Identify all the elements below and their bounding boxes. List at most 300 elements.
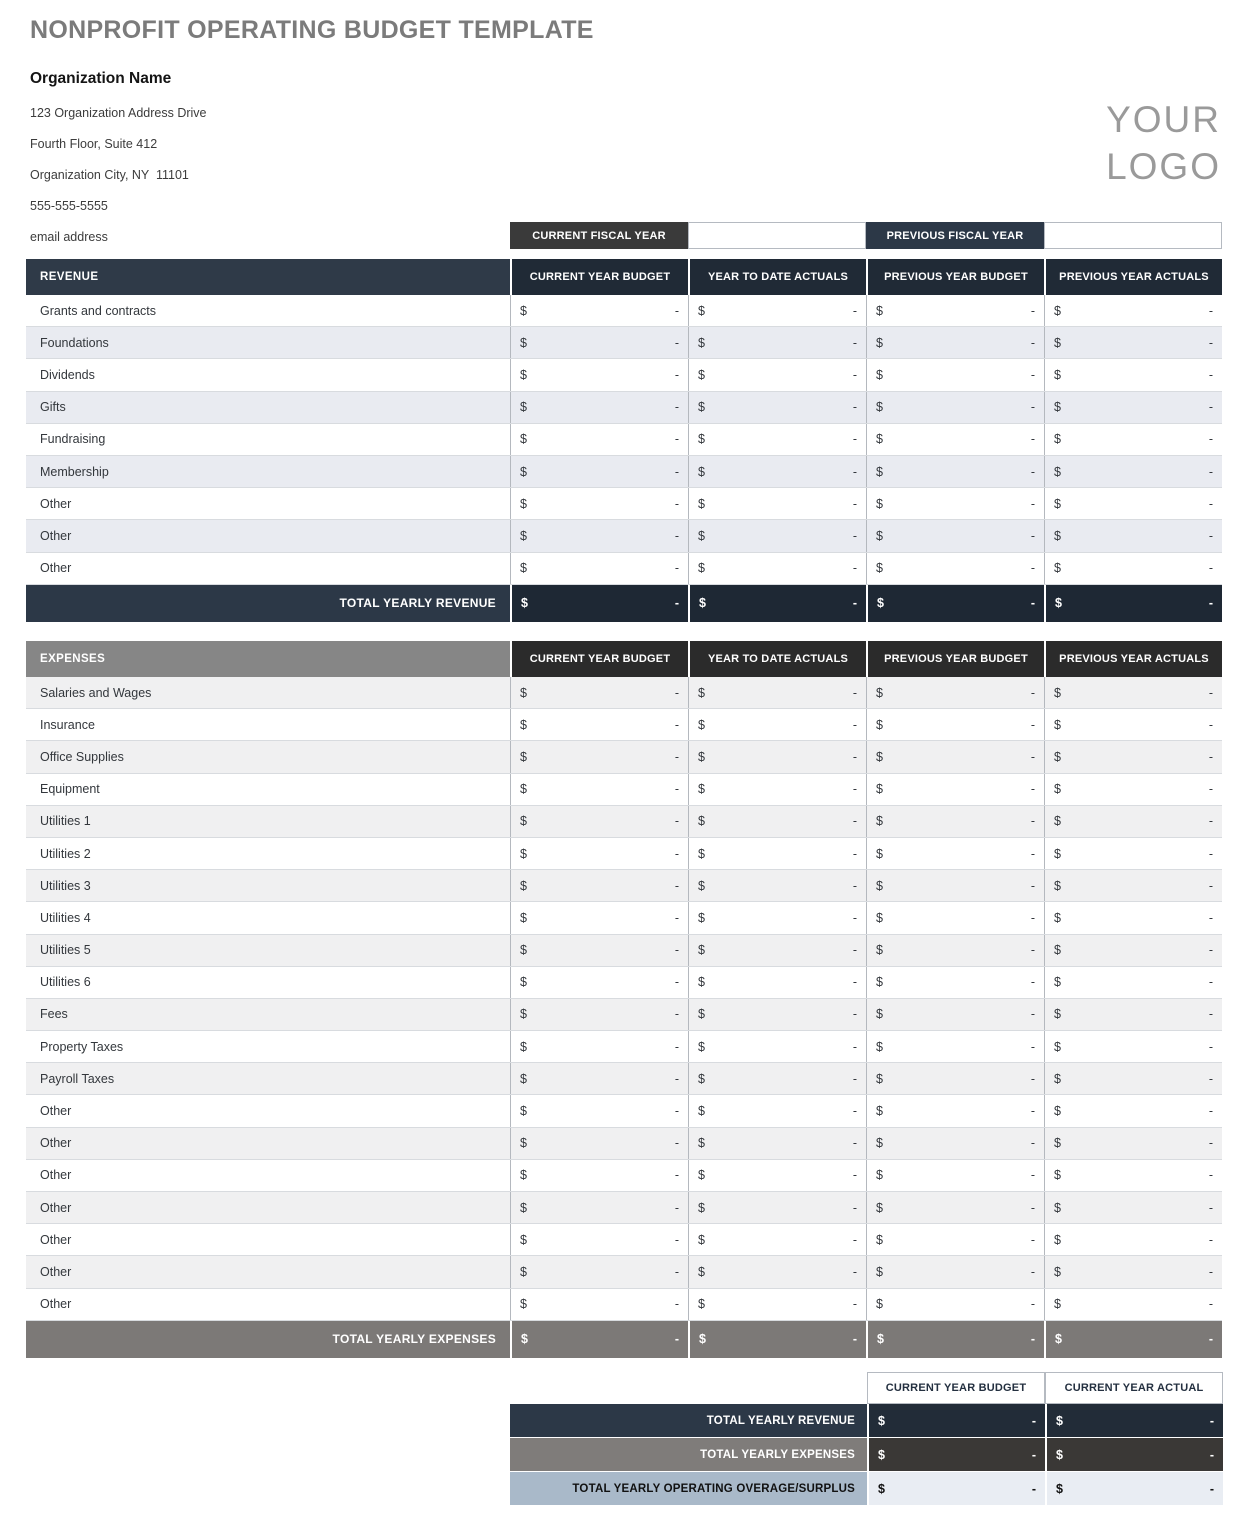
amount-cell[interactable] <box>1044 902 1222 933</box>
amount-value: - <box>1030 335 1035 350</box>
amount-value: - <box>1030 1104 1035 1119</box>
currency-symbol: $ <box>876 685 883 700</box>
amount-value: - <box>852 1264 857 1279</box>
amount-cell[interactable] <box>866 424 1044 455</box>
amount-cell[interactable] <box>688 1095 866 1126</box>
amount-value: - <box>674 464 679 479</box>
currency-symbol: $ <box>876 528 883 543</box>
logo-placeholder <box>1106 96 1221 190</box>
currency-symbol: $ <box>1054 367 1061 382</box>
amount-cell[interactable] <box>688 677 866 708</box>
amount-value: - <box>852 464 857 479</box>
column-header: CURRENT YEAR BUDGET <box>510 259 688 295</box>
summary-amount-cell[interactable] <box>867 1472 1045 1505</box>
amount-cell[interactable] <box>510 295 688 326</box>
amount-cell[interactable] <box>1044 1192 1222 1223</box>
amount-value: - <box>1209 1481 1214 1496</box>
expense-row <box>26 677 1222 709</box>
amount-cell[interactable] <box>866 967 1044 998</box>
amount-value: - <box>852 1232 857 1247</box>
amount-cell[interactable] <box>1044 553 1222 584</box>
amount-value: - <box>852 1200 857 1215</box>
row-label: Other <box>40 561 72 576</box>
amount-cell[interactable] <box>1044 870 1222 901</box>
amount-cell[interactable] <box>1044 456 1222 487</box>
summary-row-label: TOTAL YEARLY EXPENSES <box>510 1438 867 1471</box>
amount-value: - <box>1208 943 1213 958</box>
amount-cell[interactable] <box>510 935 688 966</box>
amount-value: - <box>1208 1264 1213 1279</box>
amount-cell[interactable] <box>866 359 1044 390</box>
currency-symbol: $ <box>520 685 527 700</box>
currency-symbol: $ <box>876 749 883 764</box>
row-label: Dividends <box>40 367 95 382</box>
amount-cell[interactable] <box>866 1192 1044 1223</box>
amount-cell[interactable] <box>866 1128 1044 1159</box>
amount-cell[interactable] <box>510 1289 688 1320</box>
amount-value: - <box>1208 1168 1213 1183</box>
amount-cell[interactable] <box>688 327 866 358</box>
amount-cell[interactable] <box>1044 1128 1222 1159</box>
amount-cell[interactable] <box>510 838 688 869</box>
summary-row-label: TOTAL YEARLY OPERATING OVERAGE/SURPLUS <box>510 1472 867 1505</box>
amount-cell[interactable] <box>866 488 1044 519</box>
currency-symbol: $ <box>520 749 527 764</box>
amount-value: - <box>674 910 679 925</box>
amount-cell[interactable] <box>688 392 866 423</box>
amount-cell[interactable] <box>510 1128 688 1159</box>
amount-value: - <box>1030 1264 1035 1279</box>
row-label: Other <box>40 1136 72 1151</box>
amount-cell[interactable] <box>688 520 866 551</box>
currency-symbol: $ <box>1054 1297 1061 1312</box>
amount-cell[interactable] <box>866 1256 1044 1287</box>
amount-cell[interactable] <box>688 1289 866 1320</box>
amount-value: - <box>674 943 679 958</box>
amount-value: - <box>674 782 679 797</box>
amount-value: - <box>674 596 679 611</box>
amount-value: - <box>1030 1232 1035 1247</box>
revenue-row <box>26 488 1222 520</box>
amount-cell[interactable] <box>688 488 866 519</box>
amount-value: - <box>852 1071 857 1086</box>
currency-symbol: $ <box>876 1232 883 1247</box>
amount-cell[interactable] <box>510 902 688 933</box>
currency-symbol: $ <box>520 432 527 447</box>
amount-cell[interactable] <box>866 774 1044 805</box>
amount-cell[interactable] <box>688 456 866 487</box>
summary-amount-cell[interactable] <box>1045 1404 1223 1437</box>
amount-cell[interactable] <box>866 1224 1044 1255</box>
currency-symbol: $ <box>698 335 705 350</box>
currency-symbol: $ <box>876 303 883 318</box>
amount-value: - <box>1030 464 1035 479</box>
amount-cell[interactable] <box>510 999 688 1030</box>
currency-symbol: $ <box>1054 685 1061 700</box>
amount-value: - <box>674 496 679 511</box>
amount-cell[interactable] <box>510 1095 688 1126</box>
amount-cell[interactable] <box>688 1224 866 1255</box>
amount-value: - <box>852 846 857 861</box>
amount-cell[interactable] <box>1044 1063 1222 1094</box>
currency-symbol: $ <box>1054 749 1061 764</box>
currency-symbol: $ <box>876 717 883 732</box>
currency-symbol: $ <box>876 496 883 511</box>
amount-value: - <box>674 400 679 415</box>
amount-value: - <box>1208 1071 1213 1086</box>
amount-cell[interactable] <box>1044 1031 1222 1062</box>
amount-cell[interactable] <box>510 1063 688 1094</box>
currency-symbol: $ <box>698 749 705 764</box>
total-amount-cell[interactable] <box>688 585 866 622</box>
amount-value: - <box>1030 1200 1035 1215</box>
row-label: Salaries and Wages <box>40 685 152 700</box>
amount-value: - <box>1030 782 1035 797</box>
currency-symbol: $ <box>1054 975 1061 990</box>
expense-row <box>26 838 1222 870</box>
summary-amount-cell[interactable] <box>1045 1438 1223 1471</box>
amount-value: - <box>852 596 857 611</box>
amount-cell[interactable] <box>1044 935 1222 966</box>
currency-symbol: $ <box>520 975 527 990</box>
total-amount-cell[interactable] <box>688 1321 866 1358</box>
org-address-line-3: Organization City, NY 11101 <box>30 167 189 182</box>
amount-cell[interactable] <box>688 1063 866 1094</box>
expense-row <box>26 902 1222 934</box>
amount-cell[interactable] <box>510 806 688 837</box>
amount-cell[interactable] <box>510 967 688 998</box>
column-header: PREVIOUS YEAR ACTUALS <box>1044 641 1222 677</box>
amount-cell[interactable] <box>1044 359 1222 390</box>
amount-value: - <box>1030 910 1035 925</box>
currency-symbol: $ <box>1054 464 1061 479</box>
currency-symbol: $ <box>876 846 883 861</box>
amount-cell[interactable] <box>688 967 866 998</box>
currency-symbol: $ <box>698 1039 705 1054</box>
amount-value: - <box>1208 1039 1213 1054</box>
currency-symbol: $ <box>698 846 705 861</box>
currency-symbol: $ <box>876 782 883 797</box>
amount-cell[interactable] <box>1044 967 1222 998</box>
currency-symbol: $ <box>877 596 884 611</box>
row-label: Other <box>40 1104 72 1119</box>
amount-cell[interactable] <box>688 1256 866 1287</box>
amount-cell[interactable] <box>1044 295 1222 326</box>
currency-symbol: $ <box>1056 1447 1063 1462</box>
amount-cell[interactable] <box>688 295 866 326</box>
amount-cell[interactable] <box>1044 677 1222 708</box>
amount-cell[interactable] <box>510 392 688 423</box>
currency-symbol: $ <box>876 1136 883 1151</box>
row-label: Equipment <box>40 782 100 797</box>
amount-cell[interactable] <box>510 456 688 487</box>
amount-cell[interactable] <box>1044 327 1222 358</box>
total-amount-cell[interactable] <box>1044 1321 1222 1358</box>
summary-row <box>510 1404 1223 1437</box>
amount-value: - <box>674 367 679 382</box>
amount-value: - <box>674 561 679 576</box>
amount-value: - <box>674 432 679 447</box>
amount-value: - <box>852 561 857 576</box>
currency-symbol: $ <box>1054 1264 1061 1279</box>
amount-value: - <box>1208 685 1213 700</box>
amount-cell[interactable] <box>510 870 688 901</box>
previous-fiscal-year-input[interactable] <box>1044 222 1222 249</box>
amount-value: - <box>674 335 679 350</box>
amount-cell[interactable] <box>688 870 866 901</box>
amount-value: - <box>1208 528 1213 543</box>
row-label: Fundraising <box>40 432 106 447</box>
row-label: Other <box>40 1297 72 1312</box>
amount-cell[interactable] <box>688 935 866 966</box>
currency-symbol: $ <box>1054 400 1061 415</box>
amount-value: - <box>674 303 679 318</box>
amount-value: - <box>674 1104 679 1119</box>
amount-cell[interactable] <box>510 1256 688 1287</box>
amount-value: - <box>852 1039 857 1054</box>
currency-symbol: $ <box>698 1264 705 1279</box>
currency-symbol: $ <box>698 1232 705 1247</box>
amount-cell[interactable] <box>866 553 1044 584</box>
currency-symbol: $ <box>1055 596 1062 611</box>
amount-cell[interactable] <box>510 774 688 805</box>
currency-symbol: $ <box>1056 1481 1063 1496</box>
currency-symbol: $ <box>698 1071 705 1086</box>
currency-symbol: $ <box>520 528 527 543</box>
currency-symbol: $ <box>876 464 883 479</box>
amount-cell[interactable] <box>866 806 1044 837</box>
expense-row <box>26 774 1222 806</box>
amount-cell[interactable] <box>688 553 866 584</box>
section-header-label: EXPENSES <box>26 641 510 677</box>
currency-symbol: $ <box>876 367 883 382</box>
amount-cell[interactable] <box>1044 392 1222 423</box>
amount-cell[interactable] <box>1044 1256 1222 1287</box>
amount-cell[interactable] <box>510 1224 688 1255</box>
summary-amount-cell[interactable] <box>867 1404 1045 1437</box>
amount-cell[interactable] <box>1044 774 1222 805</box>
amount-cell[interactable] <box>866 327 1044 358</box>
currency-symbol: $ <box>520 1264 527 1279</box>
amount-cell[interactable] <box>866 741 1044 772</box>
amount-value: - <box>674 814 679 829</box>
amount-value: - <box>1208 367 1213 382</box>
currency-symbol: $ <box>520 1200 527 1215</box>
amount-cell[interactable] <box>510 488 688 519</box>
amount-cell[interactable] <box>688 774 866 805</box>
currency-symbol: $ <box>877 1332 884 1347</box>
revenue-row <box>26 359 1222 391</box>
summary-column-header: CURRENT YEAR BUDGET <box>867 1372 1045 1404</box>
total-amount-cell[interactable] <box>866 1321 1044 1358</box>
currency-symbol: $ <box>1054 910 1061 925</box>
expense-row <box>26 1224 1222 1256</box>
currency-symbol: $ <box>520 943 527 958</box>
currency-symbol: $ <box>1054 303 1061 318</box>
amount-value: - <box>852 496 857 511</box>
currency-symbol: $ <box>520 1232 527 1247</box>
currency-symbol: $ <box>1054 1104 1061 1119</box>
amount-value: - <box>1208 814 1213 829</box>
row-label: Office Supplies <box>40 749 124 764</box>
amount-value: - <box>852 814 857 829</box>
summary-header-spacer <box>510 1372 867 1404</box>
currency-symbol: $ <box>520 335 527 350</box>
amount-cell[interactable] <box>866 999 1044 1030</box>
amount-cell[interactable] <box>866 456 1044 487</box>
amount-cell[interactable] <box>866 1160 1044 1191</box>
currency-symbol: $ <box>1054 1168 1061 1183</box>
revenue-row <box>26 456 1222 488</box>
amount-value: - <box>1208 1007 1213 1022</box>
expense-row <box>26 967 1222 999</box>
currency-symbol: $ <box>1054 335 1061 350</box>
amount-cell[interactable] <box>510 709 688 740</box>
currency-symbol: $ <box>520 814 527 829</box>
row-label: Utilities 3 <box>40 878 91 893</box>
amount-cell[interactable] <box>866 295 1044 326</box>
amount-cell[interactable] <box>1044 999 1222 1030</box>
current-fiscal-year-input[interactable] <box>688 222 866 249</box>
amount-cell[interactable] <box>688 806 866 837</box>
amount-cell[interactable] <box>688 741 866 772</box>
amount-cell[interactable] <box>688 999 866 1030</box>
amount-value: - <box>852 782 857 797</box>
amount-cell[interactable] <box>866 677 1044 708</box>
summary-amount-cell[interactable] <box>867 1438 1045 1471</box>
amount-cell[interactable] <box>510 677 688 708</box>
amount-cell[interactable] <box>1044 1160 1222 1191</box>
fiscal-year-row <box>510 222 1222 249</box>
amount-cell[interactable] <box>688 1160 866 1191</box>
column-header: YEAR TO DATE ACTUALS <box>688 641 866 677</box>
amount-cell[interactable] <box>866 1031 1044 1062</box>
currency-symbol: $ <box>698 943 705 958</box>
amount-cell[interactable] <box>866 709 1044 740</box>
currency-symbol: $ <box>1056 1413 1063 1428</box>
amount-cell[interactable] <box>510 520 688 551</box>
expenses-table <box>26 641 1222 1358</box>
column-header: CURRENT YEAR BUDGET <box>510 641 688 677</box>
currency-symbol: $ <box>698 496 705 511</box>
amount-cell[interactable] <box>688 838 866 869</box>
amount-cell[interactable] <box>1044 838 1222 869</box>
currency-symbol: $ <box>1054 561 1061 576</box>
currency-symbol: $ <box>698 878 705 893</box>
row-label: Other <box>40 1200 72 1215</box>
amount-value: - <box>674 846 679 861</box>
expense-row <box>26 1063 1222 1095</box>
amount-cell[interactable] <box>866 838 1044 869</box>
amount-cell[interactable] <box>510 327 688 358</box>
row-label: Utilities 6 <box>40 975 91 990</box>
amount-value: - <box>674 685 679 700</box>
amount-cell[interactable] <box>510 1160 688 1191</box>
amount-cell[interactable] <box>1044 1224 1222 1255</box>
currency-symbol: $ <box>698 464 705 479</box>
row-label: Payroll Taxes <box>40 1071 115 1086</box>
expenses-header-row <box>26 641 1222 677</box>
amount-cell[interactable] <box>1044 488 1222 519</box>
summary-row <box>510 1438 1223 1471</box>
row-label: Membership <box>40 464 109 479</box>
amount-cell[interactable] <box>1044 806 1222 837</box>
amount-cell[interactable] <box>510 424 688 455</box>
row-label: Utilities 1 <box>40 814 91 829</box>
amount-cell[interactable] <box>510 553 688 584</box>
amount-cell[interactable] <box>866 870 1044 901</box>
amount-cell[interactable] <box>1044 424 1222 455</box>
amount-cell[interactable] <box>866 935 1044 966</box>
amount-value: - <box>852 335 857 350</box>
amount-cell[interactable] <box>866 1289 1044 1320</box>
total-amount-cell[interactable] <box>1044 585 1222 622</box>
total-amount-cell[interactable] <box>510 1321 688 1358</box>
amount-cell[interactable] <box>1044 520 1222 551</box>
organization-address-block <box>30 97 206 252</box>
currency-symbol: $ <box>1054 717 1061 732</box>
amount-cell[interactable] <box>866 392 1044 423</box>
currency-symbol: $ <box>520 400 527 415</box>
currency-symbol: $ <box>698 1007 705 1022</box>
row-label: Other <box>40 528 72 543</box>
amount-cell[interactable] <box>688 1192 866 1223</box>
amount-cell[interactable] <box>1044 709 1222 740</box>
amount-value: - <box>1030 367 1035 382</box>
amount-cell[interactable] <box>510 359 688 390</box>
currency-symbol: $ <box>698 717 705 732</box>
amount-cell[interactable] <box>866 1095 1044 1126</box>
amount-cell[interactable] <box>1044 741 1222 772</box>
amount-cell[interactable] <box>510 741 688 772</box>
amount-value: - <box>674 1039 679 1054</box>
amount-cell[interactable] <box>866 902 1044 933</box>
amount-value: - <box>1030 1007 1035 1022</box>
currency-symbol: $ <box>698 1200 705 1215</box>
revenue-row <box>26 392 1222 424</box>
total-amount-cell[interactable] <box>866 585 1044 622</box>
amount-value: - <box>1208 1200 1213 1215</box>
amount-cell[interactable] <box>510 1031 688 1062</box>
amount-value: - <box>852 717 857 732</box>
amount-value: - <box>852 1332 857 1347</box>
currency-symbol: $ <box>698 910 705 925</box>
amount-cell[interactable] <box>688 709 866 740</box>
total-amount-cell[interactable] <box>510 585 688 622</box>
amount-cell[interactable] <box>866 520 1044 551</box>
amount-cell[interactable] <box>688 902 866 933</box>
amount-value: - <box>852 975 857 990</box>
amount-value: - <box>1031 1481 1036 1496</box>
amount-cell[interactable] <box>1044 1289 1222 1320</box>
revenue-header-row <box>26 259 1222 295</box>
summary-amount-cell[interactable] <box>1045 1472 1223 1505</box>
amount-cell[interactable] <box>688 424 866 455</box>
amount-cell[interactable] <box>510 1192 688 1223</box>
amount-cell[interactable] <box>688 1031 866 1062</box>
amount-cell[interactable] <box>688 359 866 390</box>
currency-symbol: $ <box>520 878 527 893</box>
total-label: TOTAL YEARLY REVENUE <box>26 585 510 622</box>
amount-cell[interactable] <box>1044 1095 1222 1126</box>
column-header: YEAR TO DATE ACTUALS <box>688 259 866 295</box>
amount-value: - <box>1208 975 1213 990</box>
amount-cell[interactable] <box>866 1063 1044 1094</box>
amount-value: - <box>674 1200 679 1215</box>
amount-cell[interactable] <box>688 1128 866 1159</box>
currency-symbol: $ <box>876 878 883 893</box>
previous-fiscal-year-label: PREVIOUS FISCAL YEAR <box>866 222 1044 249</box>
